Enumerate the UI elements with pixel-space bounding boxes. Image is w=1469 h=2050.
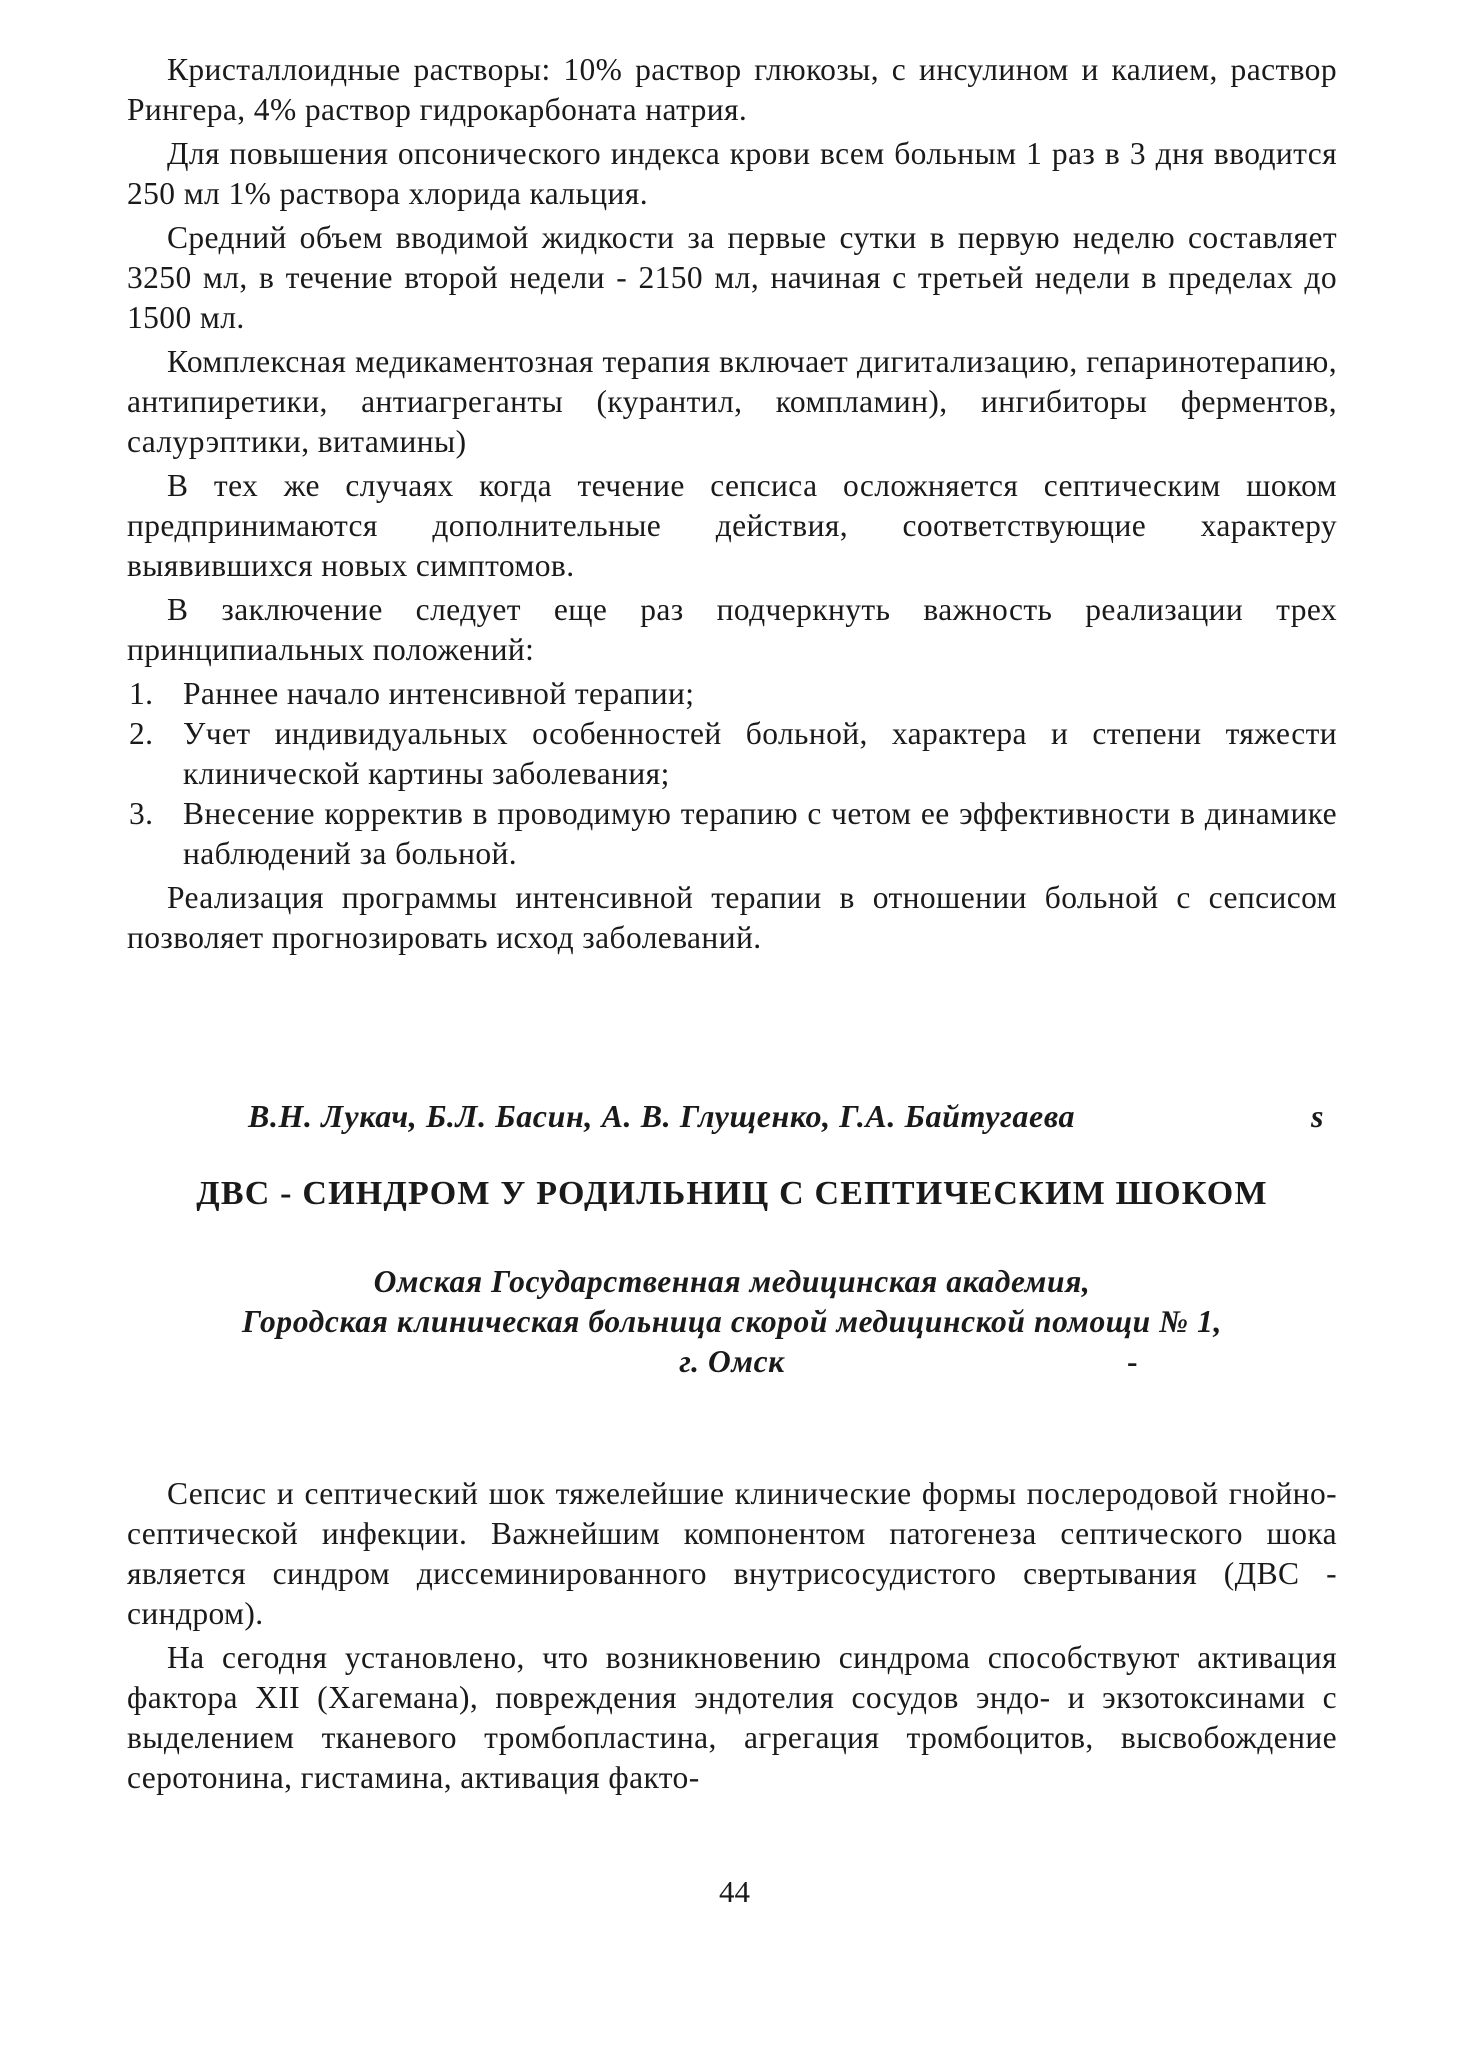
article-authors [248, 1096, 1324, 1136]
page-number: 44 [719, 1874, 750, 1909]
paragraph-fluid-volume: Средний объем вводимой жидкости за первые сутки в первую неделю составляет 3250 мл, в течение второй недели - 2150 мл, начиная с третьей недели в пределах до 1500 мл. [127, 220, 1337, 335]
list-item [127, 674, 1337, 714]
affiliation-line-academy: Омская Государственная медицинская академия, [373, 1264, 1091, 1299]
list-number: 2. [129, 716, 154, 751]
list-text: Учет индивидуальных особенностей больной, характера и степени тяжести клинической картины заболевания; [183, 716, 1337, 791]
principles-list [127, 674, 1337, 874]
authors-names: В.Н. Лукач, Б.Л. Басин, А. В. Глущенко, Г.А. Байтугаева [248, 1098, 1076, 1134]
previous-article-continuation [127, 50, 1337, 962]
paragraph-crystalloids: Кристаллоидные растворы: 10% раствор глюкозы, с инсулином и калием, раствор Рингера, 4% раствор гидрокарбоната натрия. [127, 52, 1337, 127]
list-number: 3. [129, 796, 154, 831]
article-title: ДВС - СИНДРОМ У РОДИЛЬНИЦ С СЕПТИЧЕСКИМ ШОКОМ [196, 1175, 1268, 1212]
list-text: Внесение корректив в проводимую терапию с четом ее эффективности в динамике наблюдений за больной. [183, 796, 1337, 871]
list-text: Раннее начало интенсивной терапии; [183, 676, 695, 711]
affiliation-city: г. Омск [679, 1344, 785, 1379]
paragraph-conclusion: В заключение следует еще раз подчеркнуть важность реализации трех принципиальных положений: [127, 592, 1337, 667]
article-affiliation [127, 1262, 1337, 1382]
paragraph-septic-shock: В тех же случаях когда течение сепсиса осложняется септическим шоком предпринимаются дополнительные действия, соответствующие характеру выявившихся новых симптомов. [127, 468, 1337, 583]
paragraph-sepsis-intro: Сепсис и септический шок тяжелейшие клинические формы послеродовой гнойно-септической инфекции. Важнейшим компонентом патогенеза септического шока является синдром диссеминированного внутрисосудистого свертывания (ДВС - синдром). [127, 1476, 1337, 1631]
article-body [127, 1474, 1337, 1802]
paragraph-syndrome-factors: На сегодня установлено, что возникновению синдрома способствуют активация фактора XII (Хагемана), повреждения эндотелия сосудов эндо- и экзотоксинами с выделением тканевого тромбопластина, агрегация тромбоцитов, высвобождение серотонина, гистамина, активация факто- [127, 1640, 1337, 1795]
list-item [127, 714, 1337, 794]
stray-dash: - [1127, 1344, 1139, 1379]
paragraph-opsonic-index: Для повышения опсонического индекса крови всем больным 1 раз в 3 дня вводится 250 мл 1% раствора хлорида кальция. [127, 136, 1337, 211]
paragraph-closing: Реализация программы интенсивной терапии в отношении больной с сепсисом позволяет прогнозировать исход заболеваний. [127, 880, 1337, 955]
stray-mark: s [1310, 1098, 1324, 1134]
list-number: 1. [129, 676, 154, 711]
list-item [127, 794, 1337, 874]
affiliation-line-city [127, 1342, 1337, 1382]
paragraph-complex-therapy: Комплексная медикаментозная терапия включает дигитализацию, гепаринотерапию, антипиретики, антиагреганты (курантил, компламин), ингибиторы ферментов, салурэптики, витамины) [127, 344, 1337, 459]
affiliation-line-hospital: Городская клиническая больница скорой медицинской помощи № 1, [242, 1304, 1222, 1339]
